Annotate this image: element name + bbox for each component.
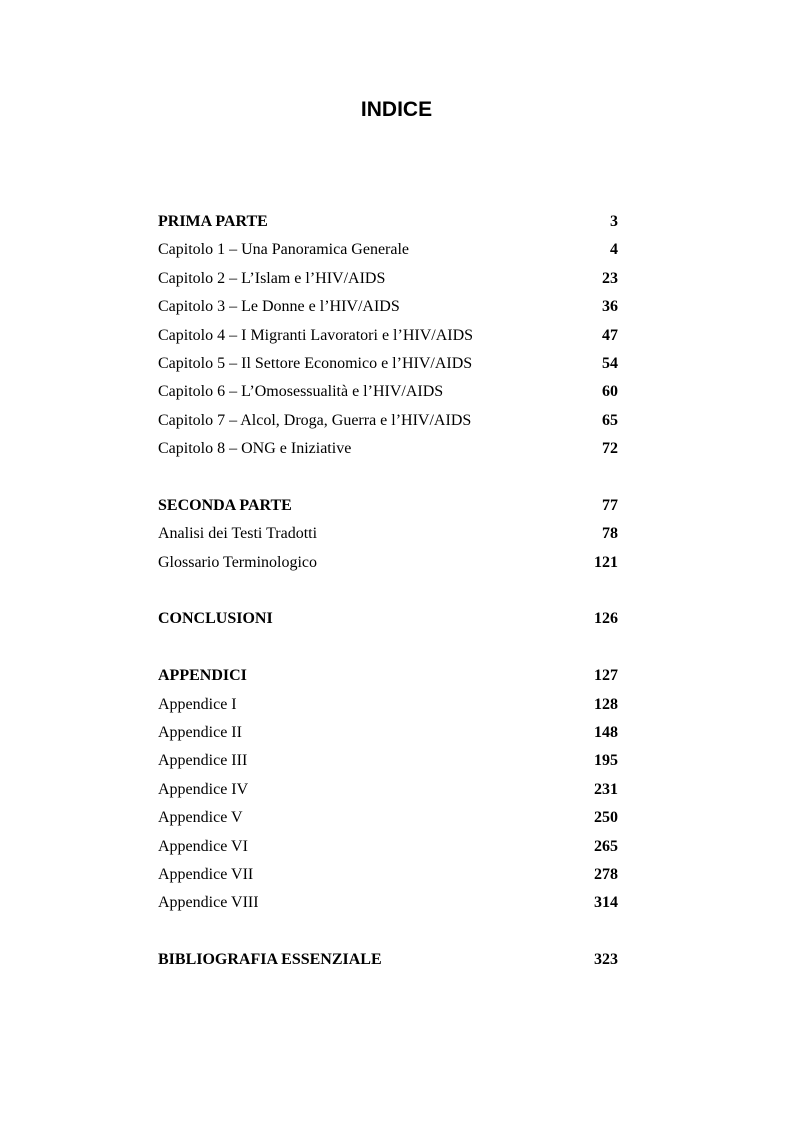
section-heading-label: PRIMA PARTE [158,213,268,230]
entry-label: Capitolo 8 – ONG e Iniziative [158,440,352,458]
page-number: 121 [594,553,618,571]
toc-entry[interactable] [158,378,618,406]
toc-entry[interactable] [158,293,618,321]
toc-entry[interactable] [158,804,618,832]
page-title: INDICE [360,98,433,121]
section-heading-label: CONCLUSIONI [158,610,273,628]
toc-entry[interactable] [158,265,618,293]
page-number: 54 [602,354,618,372]
toc-entry[interactable] [158,861,618,889]
page-number: 250 [594,809,618,827]
entry-label: Capitolo 5 – Il Settore Economico e l’HIV/AIDS [158,354,473,372]
page-number: 323 [594,951,618,969]
page-number: 77 [602,496,618,514]
page-number: 126 [594,610,618,628]
entry-label: Capitolo 3 – Le Donne e l’HIV/AIDS [158,298,400,316]
toc-section [158,946,618,974]
entry-label: Glossario Terminologico [158,553,318,571]
page-number: 148 [594,724,618,742]
toc-entry[interactable] [158,236,618,264]
page-number: 4 [610,241,618,259]
table-of-contents [158,208,618,1003]
entry-label: Capitolo 1 – Una Panoramica Generale [158,241,410,259]
page-number: 36 [602,298,618,316]
entry-label: Appendice VI [158,837,248,855]
page-number: 278 [594,865,618,883]
toc-entry[interactable] [158,889,618,917]
entry-label: Appendice IV [158,780,249,798]
entry-label: Appendice V [158,809,243,827]
page-number: 195 [594,752,618,770]
entry-label: Appendice II [158,724,242,742]
page-number: 78 [602,525,618,543]
page-number: 265 [594,837,618,855]
toc-entry[interactable] [158,747,618,775]
entry-label: Capitolo 2 – L’Islam e l’HIV/AIDS [158,269,386,287]
toc-section-heading[interactable] [158,605,618,633]
toc-section-heading[interactable] [158,492,618,520]
section-heading-label: BIBLIOGRAFIA ESSENZIALE [158,951,382,969]
toc-section-heading[interactable] [158,946,618,974]
toc-entry[interactable] [158,776,618,804]
page-number: 72 [602,440,618,458]
toc-entry[interactable] [158,350,618,378]
entry-label: Capitolo 6 – L’Omosessualità e l’HIV/AIDS [158,383,444,401]
toc-section-heading[interactable] [158,662,618,690]
toc-entry[interactable] [158,435,618,463]
page-number: 23 [602,269,618,287]
entry-label: Capitolo 4 – I Migranti Lavoratori e l’HIV/AIDS [158,326,474,344]
entry-label: Appendice VII [158,865,254,883]
toc-section [158,662,618,918]
toc-entry[interactable] [158,719,618,747]
toc-section-heading[interactable] [158,208,618,236]
entry-label: Appendice III [158,752,248,770]
toc-entry[interactable] [158,322,618,350]
toc-entry[interactable] [158,691,618,719]
toc-entry[interactable] [158,549,618,577]
toc-section [158,208,618,464]
toc-section [158,492,618,577]
page-number: 231 [594,780,618,798]
toc-entry[interactable] [158,520,618,548]
toc-section [158,605,618,633]
page-number: 60 [602,383,618,401]
page-number: 47 [602,326,618,344]
page-number: 314 [594,894,618,912]
section-heading-label: APPENDICI [158,667,247,685]
section-heading-label: SECONDA PARTE [158,496,292,514]
entry-label: Appendice I [158,695,237,713]
page-number: 127 [594,667,618,685]
toc-entry[interactable] [158,833,618,861]
page-number: 65 [602,411,618,429]
entry-label: Analisi dei Testi Tradotti [158,525,318,543]
entry-label: Capitolo 7 – Alcol, Droga, Guerra e l’HIV/AIDS [158,411,472,429]
page-number: 3 [610,213,618,230]
entry-label: Appendice VIII [158,894,259,912]
page-number: 128 [594,695,618,713]
toc-entry[interactable] [158,407,618,435]
